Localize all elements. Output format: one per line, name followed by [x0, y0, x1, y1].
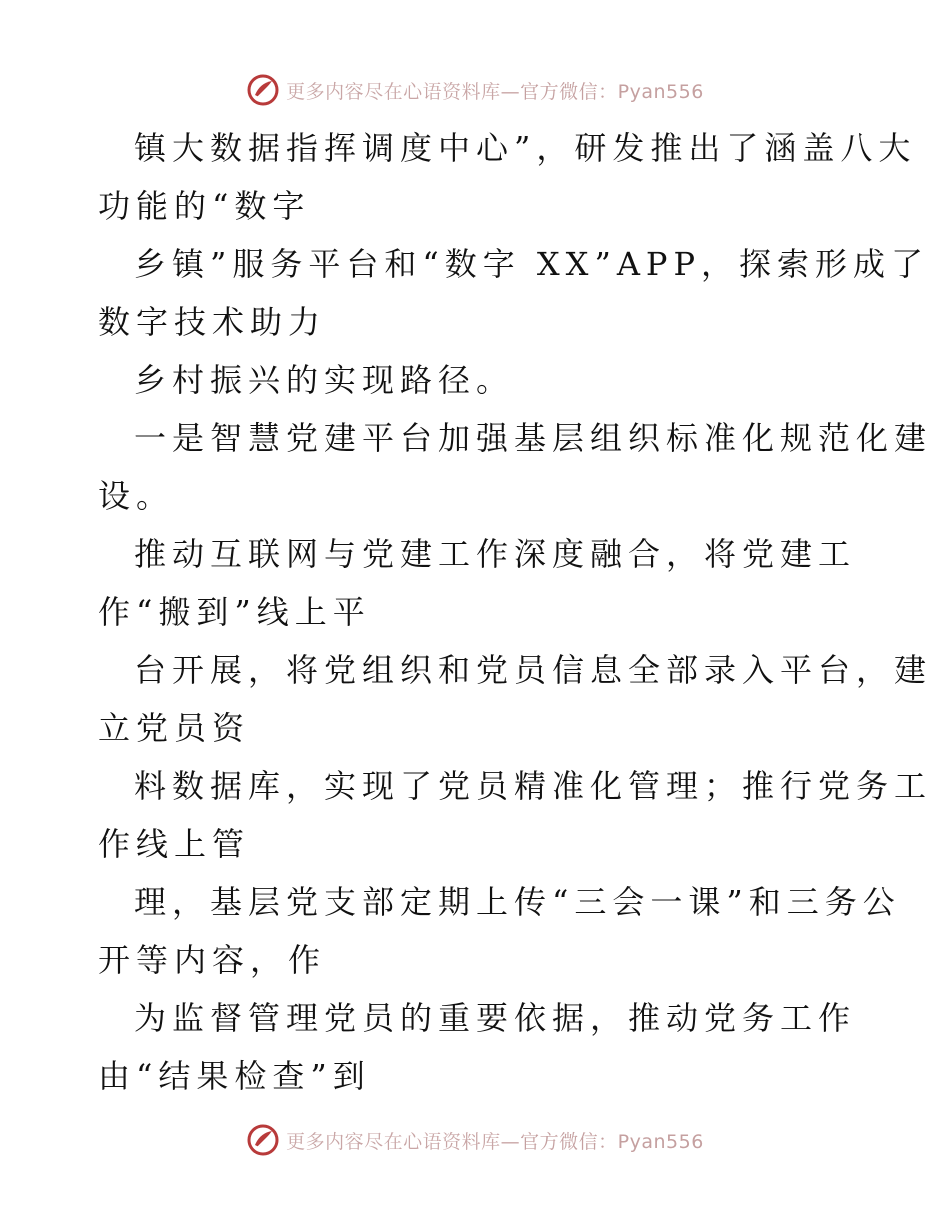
- body-line-16: 为监督管理党员的重要依据，推动党务工作: [134, 999, 857, 1037]
- body-line-4: 数字技术助力: [98, 303, 327, 341]
- body-line-14: 理，基层党支部定期上传“三会一课”和三务公: [134, 883, 901, 921]
- body-line-8: 推动互联网与党建工作深度融合，将党建工: [134, 535, 857, 573]
- library-logo-icon: [246, 73, 280, 107]
- body-line-13: 作线上管: [98, 825, 251, 863]
- header-banner-text: 更多内容尽在心语资料库—官方微信：Pyan556: [286, 80, 704, 103]
- body-line-7: 设。: [98, 477, 175, 515]
- footer-banner: [0, 1120, 950, 1160]
- footer-banner-text: 更多内容尽在心语资料库—官方微信：Pyan556: [286, 1130, 704, 1153]
- body-line-11: 立党员资: [98, 709, 251, 747]
- body-line-2: 功能的“数字: [98, 187, 311, 225]
- body-line-1: 镇大数据指挥调度中心”，研发推出了涵盖八大: [134, 129, 917, 167]
- body-line-17: 由“结果检查”到: [98, 1057, 371, 1095]
- body-line-3: 乡镇”服务平台和“数字 XX”APP，探索形成了: [134, 245, 929, 283]
- body-line-6: 一是智慧党建平台加强基层组织标准化规范化建: [134, 419, 933, 457]
- body-line-12: 料数据库，实现了党员精准化管理；推行党务工: [134, 767, 933, 805]
- body-line-5: 乡村振兴的实现路径。: [134, 361, 515, 399]
- body-line-15: 开等内容，作: [98, 941, 327, 979]
- header-banner: [0, 70, 950, 110]
- body-line-10: 台开展，将党组织和党员信息全部录入平台，建: [134, 651, 933, 689]
- body-line-9: 作“搬到”线上平: [98, 593, 371, 631]
- library-logo-icon: [246, 1123, 280, 1157]
